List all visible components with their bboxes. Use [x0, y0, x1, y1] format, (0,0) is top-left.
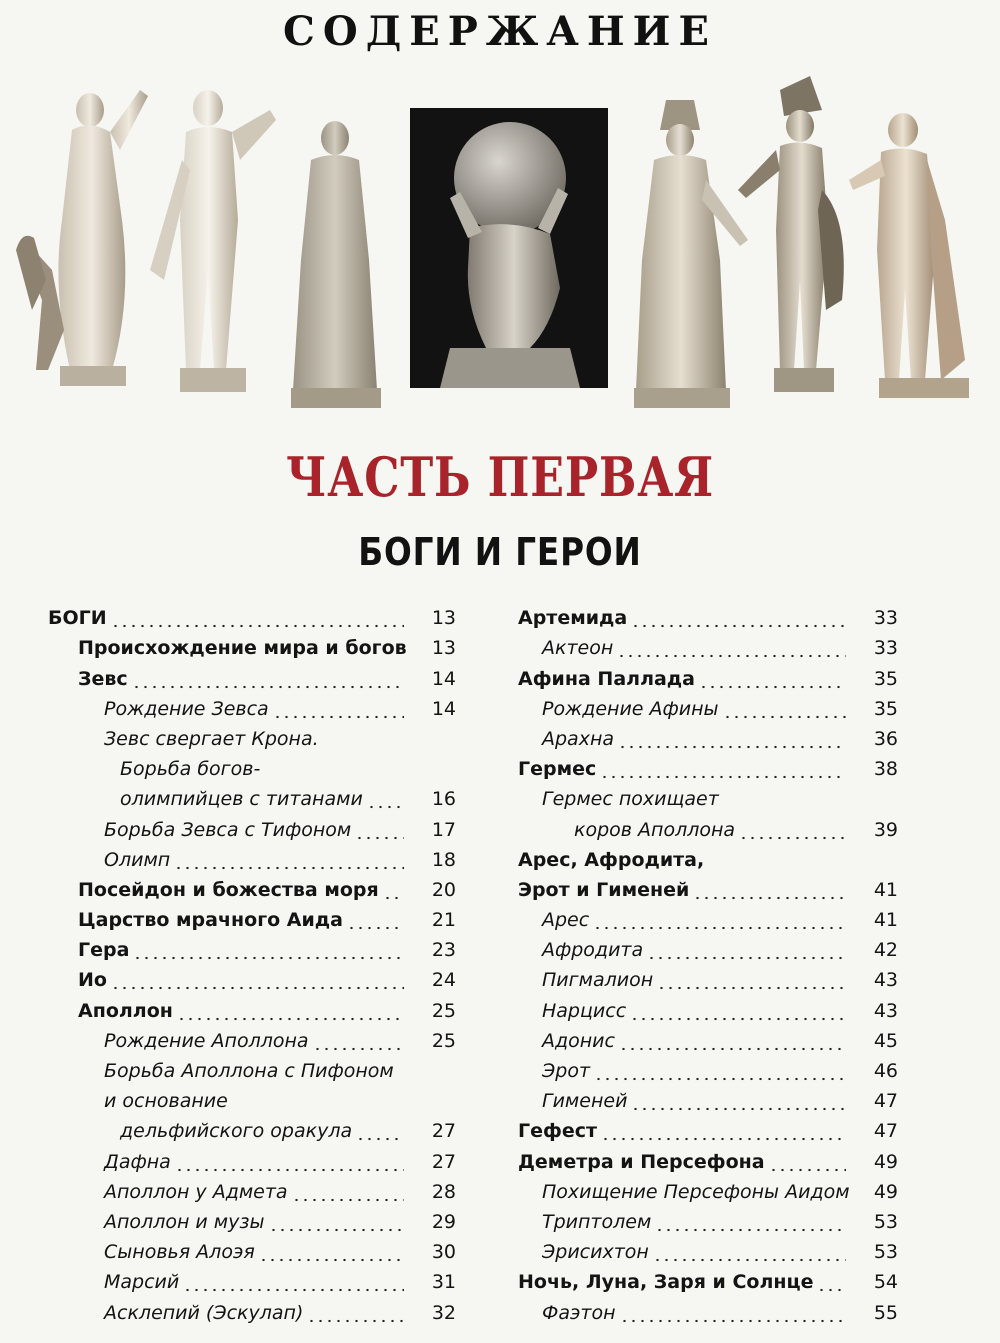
toc-entry	[48, 660, 456, 690]
toc-leader-dots	[398, 1059, 404, 1083]
toc-entry	[518, 721, 898, 751]
toc-leader-dots	[177, 999, 404, 1023]
toc-entry	[518, 1083, 898, 1113]
toc-leader-dots	[618, 727, 846, 751]
toc-entry-page: 20	[431, 878, 456, 901]
toc-entry-title: Фаэтон	[542, 1301, 616, 1324]
toc-entry-page: 33	[873, 607, 898, 630]
toc-entry-title: Гермес	[518, 758, 597, 781]
toc-entry-title: Гефест	[518, 1120, 598, 1143]
toc-entry-title: Зевс свергает Крона.	[104, 727, 319, 750]
toc-entry-title: олимпийцев с титанами	[120, 788, 363, 811]
toc-entry	[518, 1023, 898, 1053]
toc-entry	[48, 600, 456, 630]
toc-entry-page: 29	[431, 1210, 456, 1233]
toc-leader-dots	[232, 1089, 404, 1113]
toc-entry	[48, 691, 456, 721]
toc-entry-page: 54	[873, 1271, 898, 1294]
toc-entry	[518, 1264, 898, 1294]
toc-entry-title: Царство мрачного Аида	[78, 909, 343, 932]
toc-entry	[518, 1113, 898, 1143]
apollo-statue	[130, 70, 280, 400]
toc-leader-dots	[655, 1210, 846, 1234]
toc-entry-page: 42	[873, 939, 898, 962]
toc-entry-page: 14	[431, 667, 456, 690]
toc-entry	[518, 992, 898, 1022]
toc-entry-page: 14	[431, 697, 456, 720]
toc-entry-page: 30	[431, 1241, 456, 1264]
toc-leader-dots	[174, 848, 404, 872]
toc-entry-title: Борьба Зевса с Тифоном	[104, 818, 352, 841]
toc-entry-title: Происхождение мира и богов	[78, 637, 407, 660]
part-title: ЧАСТЬ ПЕРВАЯ	[286, 445, 714, 509]
toc-entry-page: 28	[431, 1180, 456, 1203]
toc-entry	[518, 1204, 898, 1234]
toc-leader-dots	[817, 1270, 846, 1294]
toc-entry-title: Арес	[542, 909, 590, 932]
toc-entry-title: Посейдон и божества моря	[78, 878, 379, 901]
toc-entry-page: 27	[431, 1120, 456, 1143]
toc-entry-title: Арахна	[542, 727, 615, 750]
toc-entry-title: Гименей	[542, 1090, 628, 1113]
toc-leader-dots	[323, 727, 404, 751]
toc-leader-dots	[693, 878, 846, 902]
toc-column-right	[518, 600, 898, 1325]
toc-leader-dots	[630, 999, 846, 1023]
toc-entry	[48, 1023, 456, 1053]
toc-entry-title: Аполлон	[78, 999, 173, 1022]
toc-entry-page: 43	[873, 969, 898, 992]
toc-entry	[518, 811, 898, 841]
toc-leader-dots	[769, 1150, 846, 1174]
toc-entry-page: 39	[873, 818, 898, 841]
toc-entry	[48, 1264, 456, 1294]
toc-leader-dots	[739, 818, 846, 842]
toc-entry-title: Гермес похищает	[542, 788, 719, 811]
toc-entry	[48, 1174, 456, 1204]
toc-entry-title: Борьба Аполлона с Пифоном	[104, 1060, 394, 1082]
toc-entry-page: 55	[873, 1301, 898, 1324]
toc-entry-title: Олимп	[104, 848, 171, 871]
toc-entry-title: Ночь, Луна, Заря и Солнце	[518, 1271, 814, 1294]
toc-leader-dots	[132, 667, 404, 691]
toc-leader-dots	[647, 938, 846, 962]
toc-leader-dots	[601, 1119, 846, 1143]
toc-entry-title: Рождение Зевса	[104, 697, 269, 720]
toc-leader-dots	[269, 1210, 405, 1234]
toc-entry	[518, 1174, 898, 1204]
toc-leader-dots	[657, 968, 846, 992]
toc-entry	[48, 811, 456, 841]
toc-leader-dots	[367, 787, 404, 811]
toc-entry-title: Борьба богов-	[120, 758, 261, 781]
toc-entry-title: дельфийского оракула	[120, 1120, 353, 1143]
toc-entry-title: Рождение Афины	[542, 697, 719, 720]
toc-entry-title: Адонис	[542, 1029, 615, 1052]
toc-leader-dots	[355, 818, 404, 842]
toc-entry	[48, 721, 456, 751]
toc-entry-title: и основание	[104, 1090, 228, 1113]
toc-entry	[48, 751, 456, 781]
toc-entry-title: Дафна	[104, 1150, 171, 1173]
toc-entry	[518, 630, 898, 660]
toc-entry-title: Рождение Аполлона	[104, 1029, 309, 1052]
toc-entry-title: Артемида	[518, 607, 628, 630]
toc-entry	[518, 1234, 898, 1264]
toc-leader-dots	[111, 968, 404, 992]
toc-entry	[48, 1294, 456, 1324]
toc-entry	[518, 842, 898, 872]
toc-entry-page: 41	[873, 878, 898, 901]
toc-leader-dots	[617, 636, 846, 660]
toc-entry-page: 46	[873, 1060, 898, 1082]
toc-entry-page: 41	[873, 909, 898, 932]
toc-leader-dots	[175, 1150, 404, 1174]
toc-entry	[48, 902, 456, 932]
page-heading: СОДЕРЖАНИЕ	[283, 8, 717, 55]
toc-entry-page: 47	[873, 1120, 898, 1143]
toc-entry-title: Актеон	[542, 637, 614, 660]
toc-entry	[48, 781, 456, 811]
toc-entry-title: Эрот	[542, 1060, 591, 1082]
statues-illustration	[0, 70, 1000, 410]
toc-entry-title: Эрисихтон	[542, 1241, 649, 1264]
toc-entry	[48, 1083, 456, 1113]
toc-entry-page: 17	[431, 818, 456, 841]
toc-entry-title: Пигмалион	[542, 969, 654, 992]
toc-entry	[48, 932, 456, 962]
toc-entry-title: Эрот и Гименей	[518, 878, 690, 901]
toc-leader-dots	[183, 1270, 404, 1294]
toc-entry-title: Асклепий (Эскулап)	[104, 1301, 304, 1324]
toc-leader-dots	[631, 1089, 846, 1113]
toc-entry-title: БОГИ	[48, 607, 107, 630]
toc-entry-page: 25	[431, 999, 456, 1022]
toc-entry-page: 47	[873, 1090, 898, 1113]
toc-entry-title: Марсий	[104, 1271, 180, 1294]
toc-entry-page: 13	[431, 637, 456, 660]
toc-entry-title: Нарцисс	[542, 999, 627, 1022]
toc-entry	[48, 842, 456, 872]
toc-leader-dots	[273, 697, 404, 721]
toc-leader-dots	[708, 848, 846, 872]
toc-leader-dots	[383, 878, 404, 902]
toc-entry	[518, 1143, 898, 1173]
toc-leader-dots	[723, 787, 846, 811]
toc-entry	[48, 992, 456, 1022]
atlas-statue	[410, 108, 608, 388]
toc-entry-page: 35	[873, 697, 898, 720]
toc-entry-page: 38	[873, 758, 898, 781]
toc-leader-dots	[594, 1059, 846, 1083]
toc-entry-title: Сыновья Алоэя	[104, 1241, 255, 1264]
toc-entry	[518, 1294, 898, 1324]
toc-entry	[518, 781, 898, 811]
toc-entry-page: 24	[431, 969, 456, 992]
toc-entry-page: 32	[431, 1301, 456, 1324]
toc-entry-title: коров Аполлона	[574, 818, 736, 841]
toc-entry	[518, 1053, 898, 1083]
toc-leader-dots	[292, 1180, 404, 1204]
toc-leader-dots	[307, 1301, 404, 1325]
toc-entry-page: 53	[873, 1210, 898, 1233]
toc-entry	[48, 1053, 456, 1083]
toc-leader-dots	[347, 908, 404, 932]
toc-entry	[518, 962, 898, 992]
toc-entry	[518, 932, 898, 962]
toc-entry	[518, 600, 898, 630]
toc-entry-page: 31	[431, 1271, 456, 1294]
toc-leader-dots	[133, 938, 404, 962]
toc-entry	[48, 1143, 456, 1173]
toc-leader-dots	[631, 606, 846, 630]
toc-leader-dots	[699, 667, 846, 691]
toc-entry	[48, 1113, 456, 1143]
toc-leader-dots	[620, 1301, 846, 1325]
toc-leader-dots	[723, 697, 846, 721]
toc-entry-page: 16	[431, 788, 456, 811]
toc-entry-page: 53	[873, 1241, 898, 1264]
toc-entry-page: 35	[873, 667, 898, 690]
toc-entry-title: Аполлон у Адмета	[104, 1180, 288, 1203]
athena-statue	[610, 90, 750, 410]
toc-leader-dots	[593, 908, 846, 932]
muse-statue	[265, 110, 405, 410]
toc-entry	[518, 660, 898, 690]
toc-leader-dots	[600, 757, 846, 781]
toc-leader-dots	[264, 757, 404, 781]
toc-entry	[518, 751, 898, 781]
toc-entry-page: 21	[431, 909, 456, 932]
toc-entry	[48, 1234, 456, 1264]
toc-column-left	[48, 600, 456, 1325]
toc-entry-page: 36	[873, 727, 898, 750]
toc-entry-title: Триптолем	[542, 1210, 652, 1233]
toc-entry-title: Ио	[78, 969, 107, 992]
toc-entry	[48, 1204, 456, 1234]
toc-entry-page: 43	[873, 999, 898, 1022]
toc-entry	[518, 872, 898, 902]
toc-leader-dots	[313, 1029, 404, 1053]
toc-entry-title: Арес, Афродита,	[518, 848, 705, 871]
toc-entry-title: Деметра и Персефона	[518, 1150, 765, 1173]
toc-entry	[518, 691, 898, 721]
toc-entry-page: 45	[873, 1029, 898, 1052]
toc-entry-page: 23	[431, 939, 456, 962]
toc-entry-page: 49	[873, 1150, 898, 1173]
toc-entry-page: 27	[431, 1150, 456, 1173]
toc-entry-title: Зевс	[78, 667, 128, 690]
toc-entry-page: 13	[431, 607, 456, 630]
part-subtitle: БОГИ И ГЕРОИ	[358, 530, 642, 574]
toc-entry-title: Афродита	[542, 939, 644, 962]
toc-entry-page: 18	[431, 848, 456, 871]
toc-leader-dots	[653, 1240, 846, 1264]
toc-entry-page: 49	[873, 1180, 898, 1203]
toc-entry	[48, 872, 456, 902]
toc-entry-title: Афина Паллада	[518, 667, 695, 690]
toc-entry	[48, 962, 456, 992]
toc-entry	[518, 902, 898, 932]
toc-entry-title: Похищение Персефоны Аидом	[542, 1180, 850, 1203]
toc-entry-page: 25	[431, 1029, 456, 1052]
toc-entry	[48, 630, 456, 660]
toc-leader-dots	[111, 606, 404, 630]
toc-entry-title: Аполлон и музы	[104, 1210, 265, 1233]
toc-leader-dots	[259, 1240, 404, 1264]
toc-leader-dots	[356, 1119, 404, 1143]
toc-entry-title: Гера	[78, 939, 130, 962]
toc-entry-page: 33	[873, 637, 898, 660]
hermes-statue	[845, 100, 995, 400]
toc-leader-dots	[619, 1029, 846, 1053]
